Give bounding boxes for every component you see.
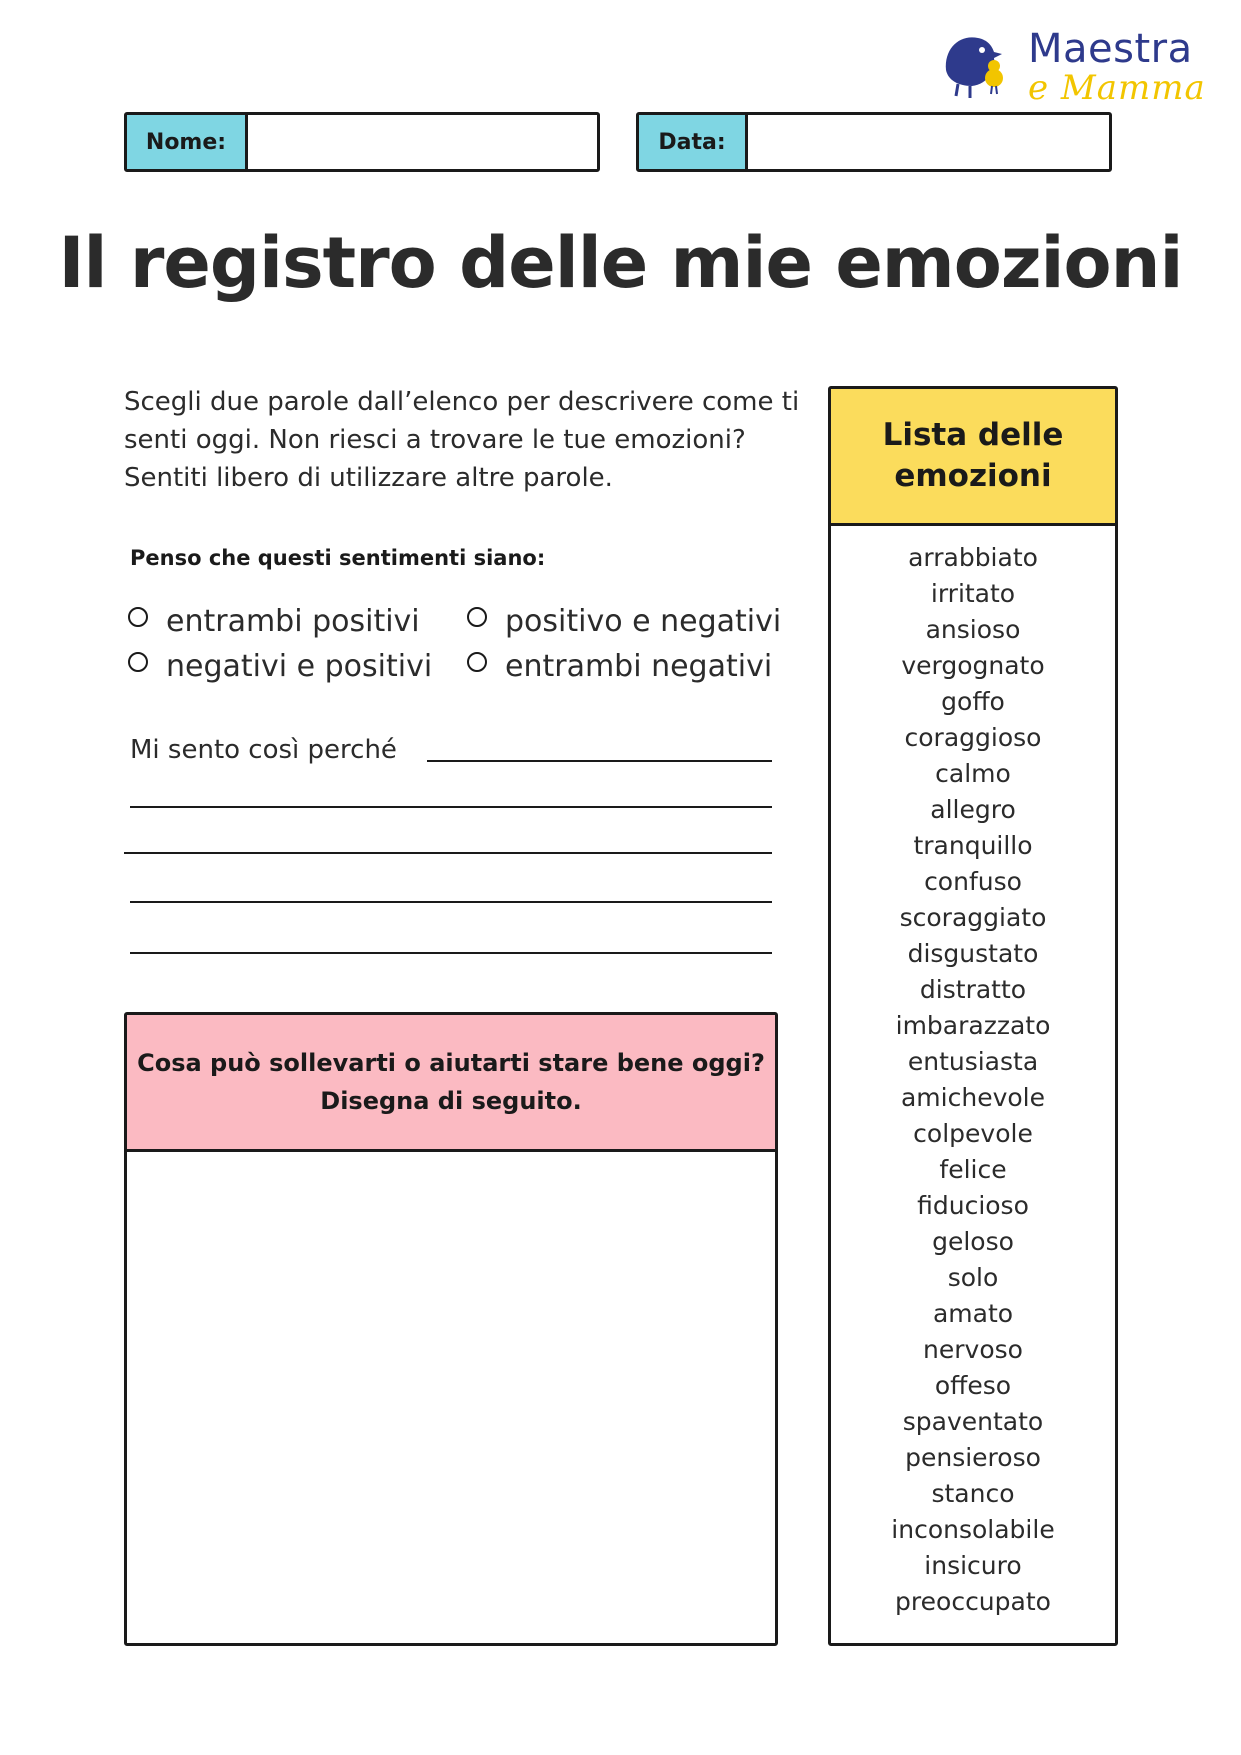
emotion-item: preoccupato (895, 1587, 1051, 1616)
emotion-item: coraggioso (904, 723, 1042, 752)
emotion-item: insicuro (924, 1551, 1022, 1580)
emotion-item: confuso (924, 867, 1022, 896)
option-label: entrambi negativi (505, 649, 773, 684)
emotion-item: distratto (919, 975, 1027, 1004)
emotion-item: spaventato (902, 1407, 1044, 1436)
drawing-box-header (127, 1015, 775, 1152)
emotion-item: arrabbiato (908, 543, 1038, 572)
intro-text: Scegli due parole dall’elenco per descrivere come ti senti oggi. Non riesci a trovare le tue emozioni? Sentiti libero di utilizzare altre parole. (124, 387, 800, 493)
writing-line[interactable] (427, 760, 772, 762)
radio-circle-icon[interactable] (467, 607, 487, 627)
writing-line[interactable] (124, 852, 772, 854)
radio-circle-icon[interactable] (467, 652, 487, 672)
option-both-positive[interactable] (128, 604, 420, 639)
writing-line[interactable] (130, 806, 772, 808)
emotion-items (831, 540, 1115, 1620)
date-label: Data: (639, 115, 748, 169)
feelings-prompt: Penso che questi sentimenti siano: (130, 546, 546, 570)
emotion-item: irritato (930, 579, 1016, 608)
emotion-item: amato (932, 1299, 1014, 1328)
page-title: Il registro delle mie emozioni (58, 222, 1183, 304)
drawing-box (124, 1012, 778, 1646)
emotion-item: stanco (931, 1479, 1015, 1508)
option-negative-positive[interactable] (128, 649, 432, 684)
emotion-item: fiducioso (917, 1191, 1029, 1220)
emotion-item: vergognato (901, 651, 1045, 680)
writing-line[interactable] (130, 952, 772, 954)
name-label: Nome: (127, 115, 248, 169)
emotion-item: nervoso (923, 1335, 1023, 1364)
emotion-item: pensieroso (905, 1443, 1041, 1472)
name-field (124, 112, 600, 172)
bird-logo-icon (938, 26, 1014, 102)
emotion-list-title-line1: Lista delle (882, 417, 1064, 453)
emotion-item: ansioso (925, 615, 1021, 644)
emotion-item: disgustato (907, 939, 1039, 968)
emotion-item: tranquillo (913, 831, 1033, 860)
emotion-item: scoraggiato (899, 903, 1047, 932)
emotion-item: offeso (934, 1371, 1012, 1400)
emotion-item: felice (939, 1155, 1007, 1184)
name-input[interactable] (248, 115, 597, 169)
writing-line[interactable] (130, 901, 772, 903)
drawing-box-instruction: Disegna di seguito. (320, 1087, 582, 1115)
emotion-item: calmo (935, 759, 1011, 788)
emotion-item: geloso (932, 1227, 1014, 1256)
emotion-list-header (831, 389, 1115, 526)
emotion-item: entusiasta (907, 1047, 1039, 1076)
drawing-box-question: Cosa può sollevarti o aiutarti stare bene oggi? (137, 1049, 765, 1077)
emotion-item: goffo (941, 687, 1005, 716)
radio-circle-icon[interactable] (128, 652, 148, 672)
option-label: negativi e positivi (166, 649, 433, 684)
emotion-item: inconsolabile (891, 1515, 1055, 1544)
logo-script-text: e Mamma (1028, 68, 1206, 108)
option-label: positivo e negativi (505, 604, 782, 639)
logo-wordmark: Maestra (1028, 26, 1193, 72)
radio-circle-icon[interactable] (128, 607, 148, 627)
option-positive-negative[interactable] (467, 604, 781, 639)
emotion-item: amichevole (900, 1083, 1045, 1112)
emotion-item: solo (947, 1263, 999, 1292)
emotion-item: imbarazzato (895, 1011, 1051, 1040)
because-label: Mi sento così perché (130, 735, 397, 765)
drawing-area[interactable] (127, 1152, 775, 1643)
emotion-item: colpevole (913, 1119, 1033, 1148)
emotion-item: allegro (930, 795, 1016, 824)
date-field (636, 112, 1112, 172)
option-label: entrambi positivi (166, 604, 420, 639)
emotion-list-title-line2: emozioni (894, 458, 1052, 494)
date-input[interactable] (748, 115, 1109, 169)
emotion-list (828, 386, 1118, 1646)
option-both-negative[interactable] (467, 649, 772, 684)
brand-logo (938, 24, 1206, 108)
